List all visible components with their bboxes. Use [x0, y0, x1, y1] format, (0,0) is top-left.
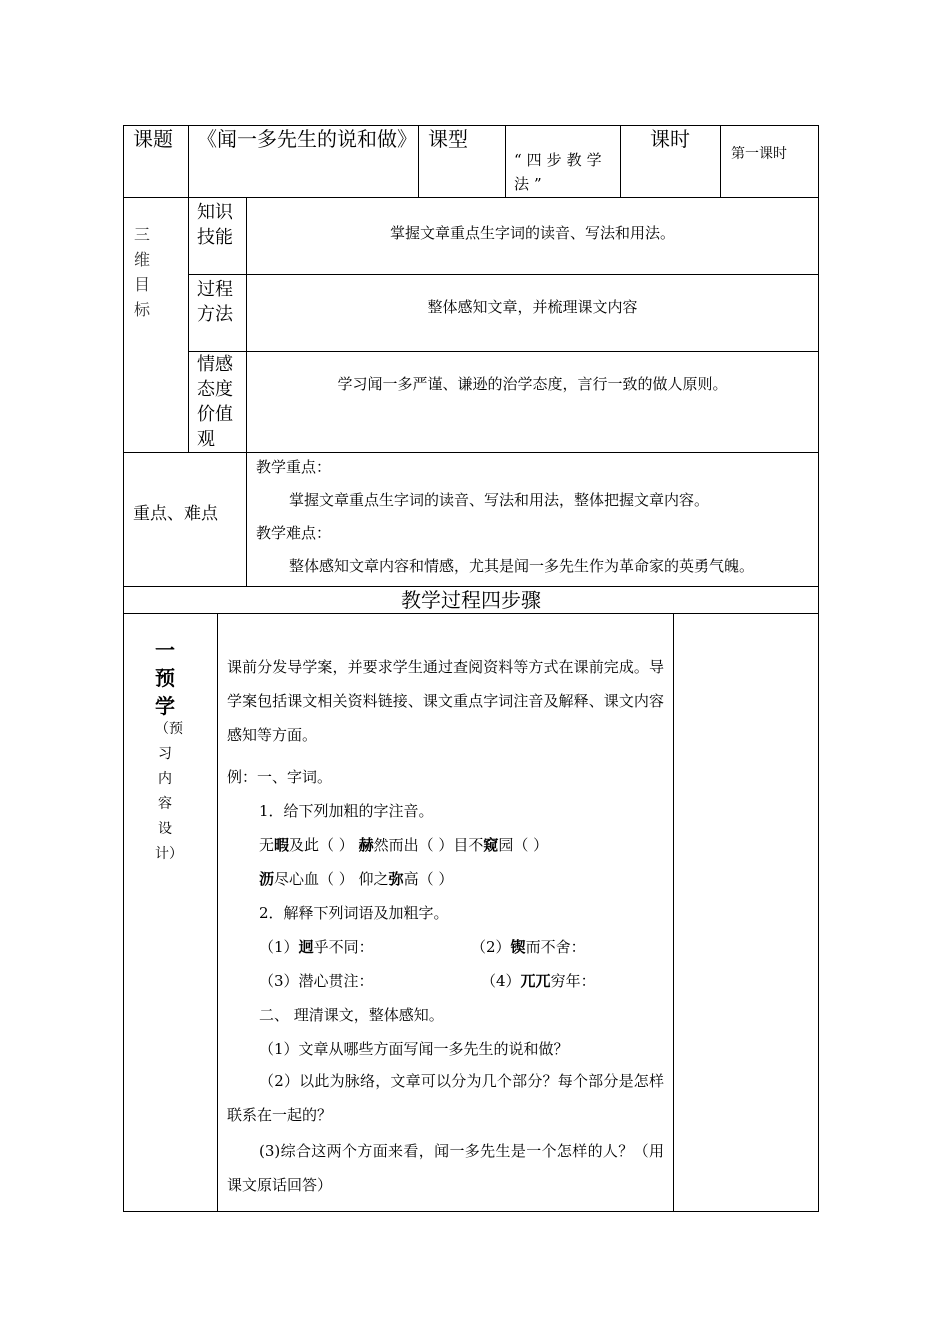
label-topic: 课题 — [133, 127, 173, 151]
label-type: 课型 — [428, 127, 468, 151]
def-text: 乎不同： — [313, 938, 374, 956]
question-1: 1．给下列加粗的字注音。 — [259, 802, 434, 820]
obj2-text: 整体感知文章，并梳理课文内容 — [427, 298, 638, 316]
pron-text: 无 — [259, 836, 275, 854]
lesson-type: “四步教学法” — [514, 151, 607, 193]
objectives-group-label: 三维目标 — [133, 225, 150, 319]
process-title: 教学过程四步骤 — [401, 588, 541, 612]
obj3-text: 学习闻一多严谨、谦逊的治学态度，言行一致的做人原则。 — [337, 375, 728, 393]
pron-text: 尽心血（ ） 仰之 — [274, 870, 389, 888]
section-2-q3: (3)综合这两个方面来看，闻一多先生是一个怎样的人？（用课文原话回答） — [227, 1142, 664, 1194]
bold-char: 兀兀 — [520, 972, 551, 990]
label-period: 课时 — [650, 127, 690, 151]
obj1-text: 掌握文章重点生字词的读音、写法和用法。 — [389, 224, 675, 242]
def-text: （2） — [471, 938, 511, 956]
keypoints-label: 重点、难点 — [133, 504, 218, 524]
bold-char: 锲 — [510, 938, 526, 956]
obj3-label: 情感态度价值观 — [197, 354, 233, 450]
definition-2 — [471, 936, 586, 957]
bold-char: 窥 — [483, 836, 499, 854]
pron-line-1 — [259, 834, 548, 855]
bold-char: 弥 — [388, 870, 404, 888]
section-2-q1: （1）文章从哪些方面写闻一多先生的说和做？ — [259, 1040, 569, 1058]
definition-3: （3）潜心贯注： — [259, 972, 374, 990]
def-text: （1） — [259, 938, 299, 956]
section-2-heading: 二、 理清课文，整体感知。 — [259, 1006, 444, 1024]
focus-title: 教学重点： — [256, 458, 332, 476]
bold-char: 迥 — [298, 938, 314, 956]
question-2: 2．解释下列词语及加粗字。 — [259, 904, 449, 922]
pron-text: 园（ ） — [498, 836, 549, 854]
step1-label-main: 一预学 — [155, 638, 175, 718]
section-2-q2: （2）以此为脉络，文章可以分为几个部分？每个部分是怎样联系在一起的？ — [227, 1072, 664, 1124]
cell-obj3-text — [246, 351, 819, 453]
difficulty-title: 教学难点： — [256, 524, 332, 542]
obj1-label: 知识技能 — [197, 202, 233, 248]
bold-char: 沥 — [259, 870, 275, 888]
example-heading: 例：一、字词。 — [227, 768, 333, 786]
bold-char: 暇 — [274, 836, 290, 854]
step1-label-sub: （预习内容设计） — [155, 721, 183, 862]
step1-intro: 课前分发导学案，并要求学生通过查阅资料等方式在课前完成。导学案包括课文相关资料链接、课文重点字词注音及解释、课文内容感知等方面。 — [227, 658, 664, 744]
difficulty-text: 整体感知文章内容和情感，尤其是闻一多先生作为革命家的英勇气魄。 — [289, 557, 755, 575]
pron-line-2 — [259, 868, 453, 889]
def-text: （4） — [481, 972, 521, 990]
pron-text: 及此（ ） — [289, 836, 354, 854]
definition-4 — [481, 970, 596, 991]
cell-step1-notes — [673, 613, 819, 1212]
def-text: 而不舍： — [525, 938, 586, 956]
bold-char: 赫 — [358, 836, 374, 854]
focus-text: 掌握文章重点生字词的读音、写法和用法，整体把握文章内容。 — [289, 491, 710, 509]
definition-1 — [259, 936, 374, 957]
pron-text: 高（ ） — [403, 870, 454, 888]
period-value: 第一课时 — [731, 146, 787, 162]
obj2-label: 过程方法 — [197, 279, 233, 325]
lesson-title: 《闻一多先生的说和做》 — [197, 127, 417, 151]
pron-text: 然而出（ ）目不 — [373, 836, 484, 854]
def-text: 穷年： — [550, 972, 596, 990]
